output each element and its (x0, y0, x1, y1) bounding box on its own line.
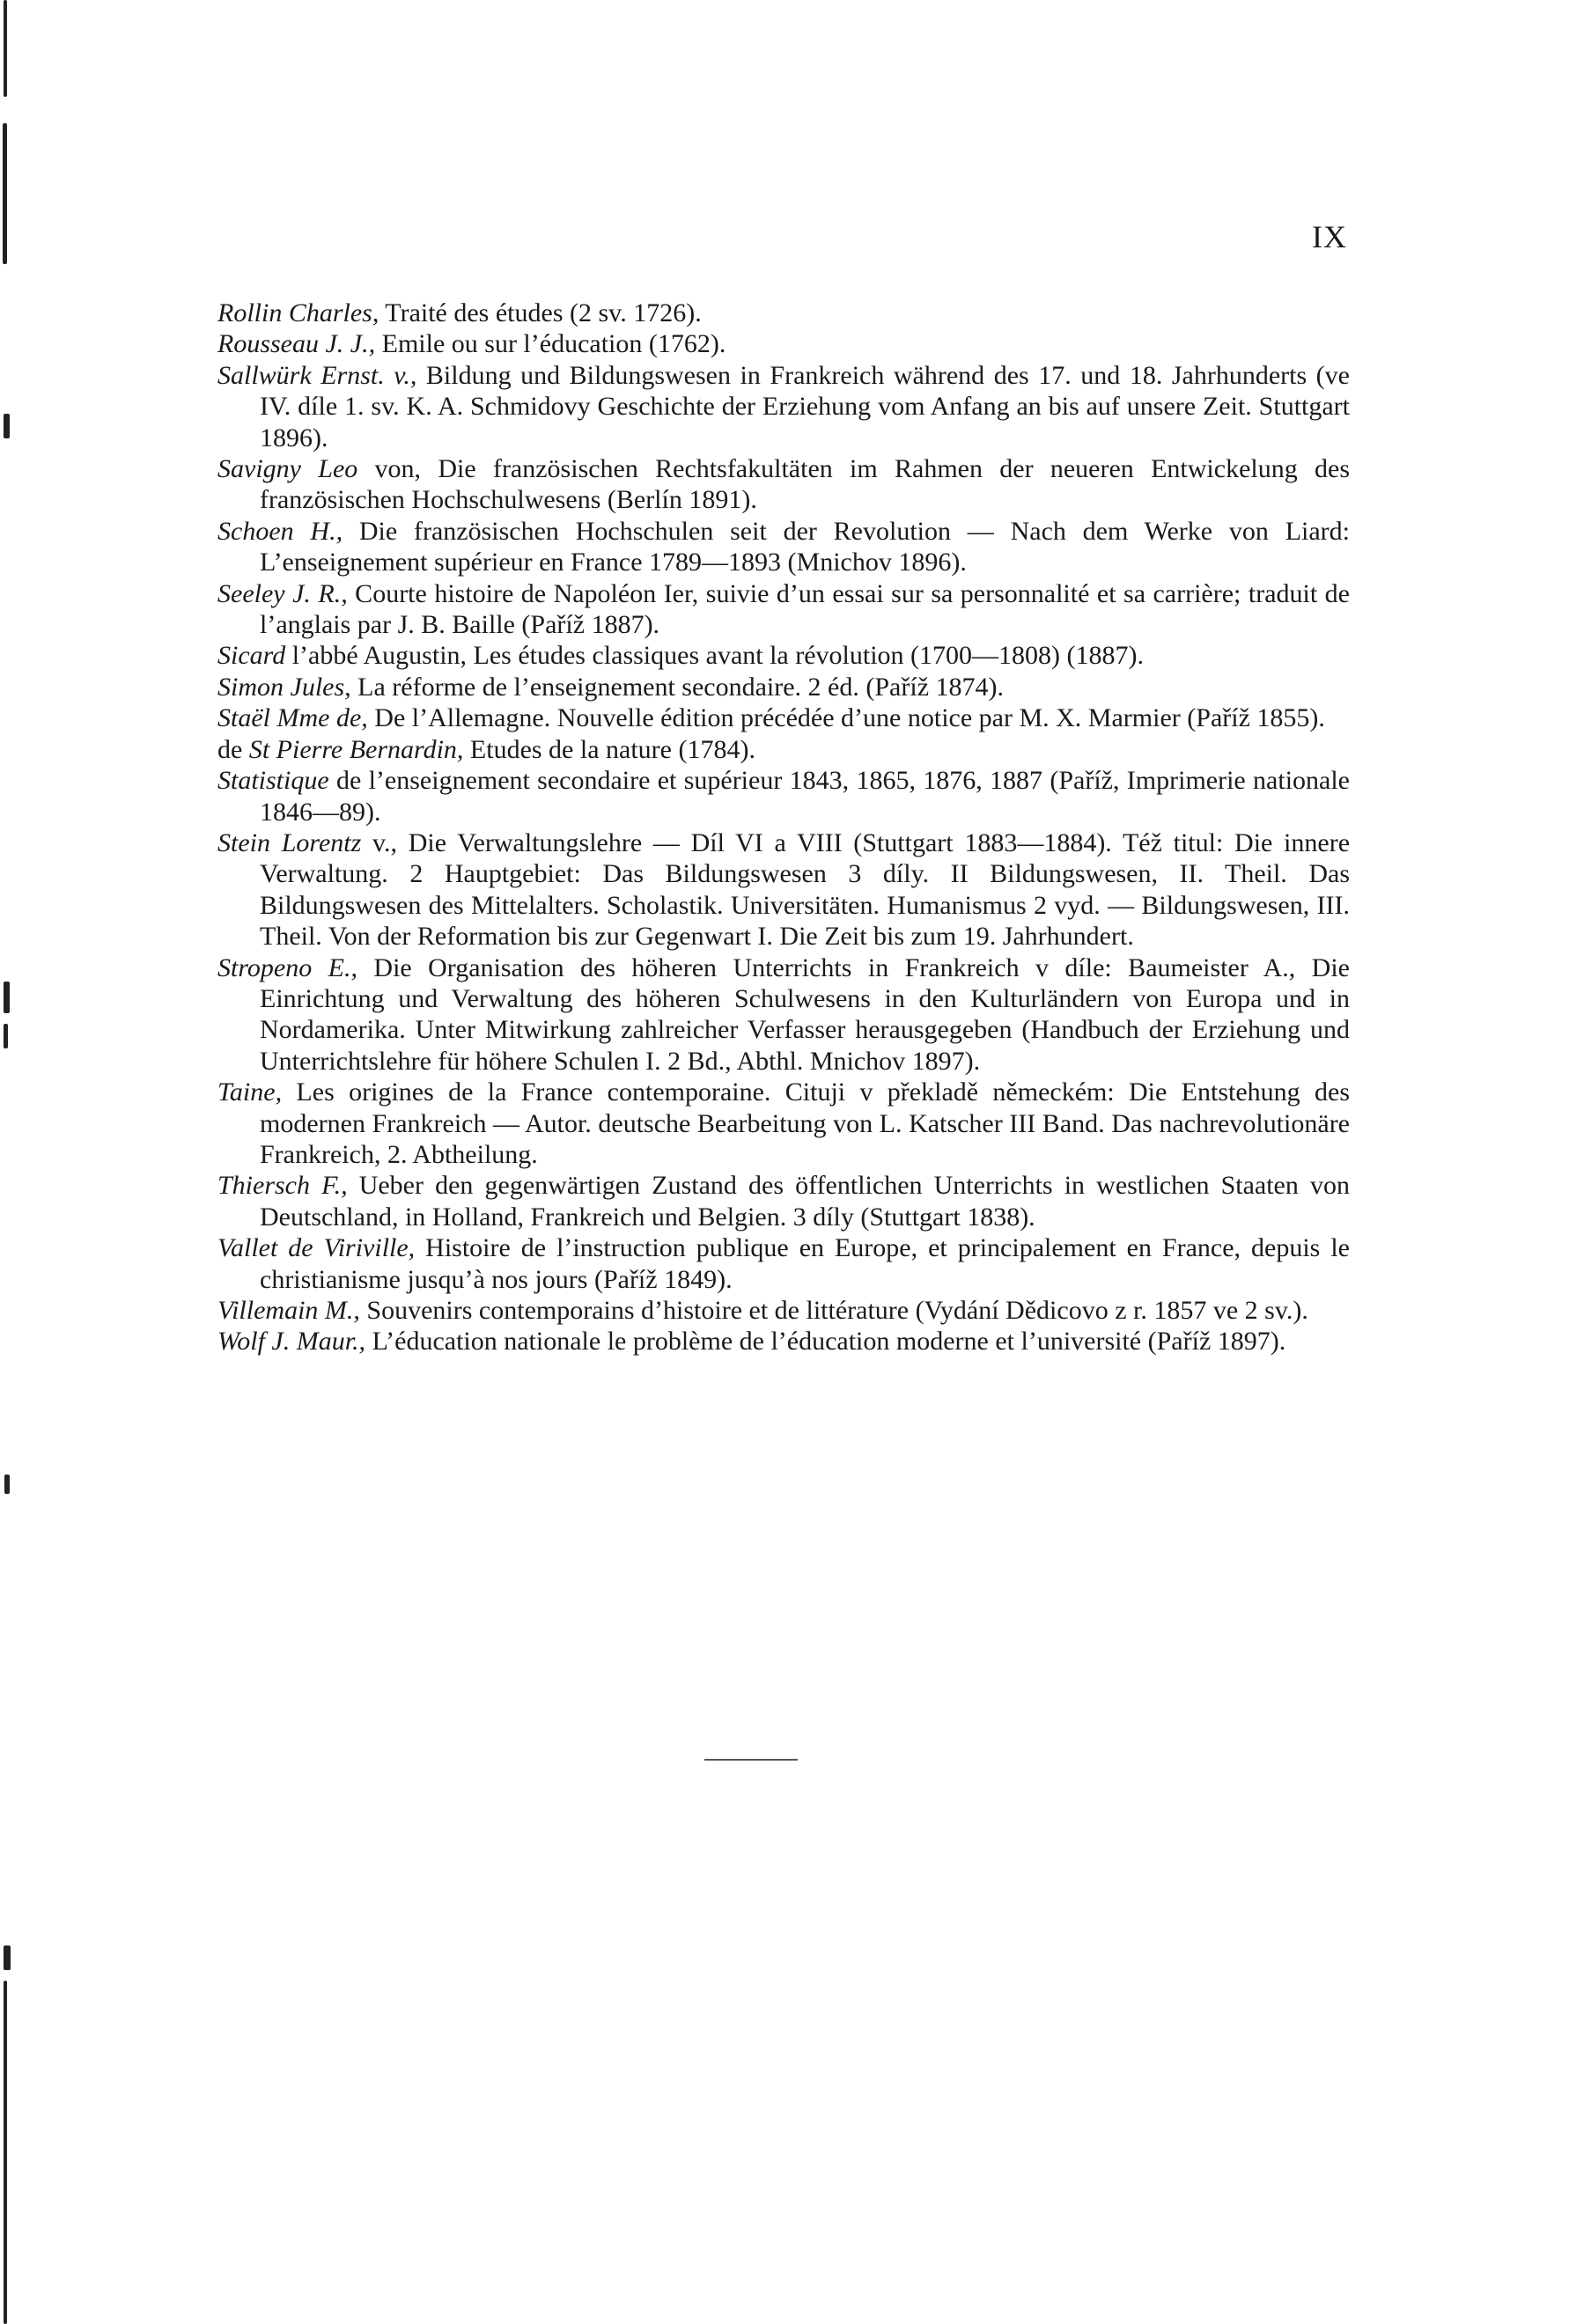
entry-text: Emile ou sur l’éducation (1762). (375, 329, 726, 359)
scan-mark (4, 1945, 11, 1970)
entry-text: Etudes de la nature (1784). (463, 734, 755, 764)
entry-text: Courte histoire de Napoléon Ier, suivie d’un essai sur sa personnalité et sa carrière; traduit de l’anglais par J. B. Baille (Paříž 1887). (260, 578, 1350, 640)
bibliography-entry (217, 516, 1350, 578)
entry-author: Rousseau J. J., (217, 329, 376, 359)
entry-text: De l’Allemagne. Nouvelle édition précédée d’une notice par M. X. Marmier (Paříž 1855). (367, 703, 1325, 733)
entry-text: Bildung und Bildungswesen in Frankreich während des 17. und 18. Jahrhunderts (ve IV. díle 1. sv. K. A. Schmidovy Geschichte der Erziehung vom Anfang an bis auf unsere Zeit. Stuttgart 1896). (260, 360, 1350, 452)
entry-prefix: de (217, 734, 249, 764)
entry-author: Simon Jules, (217, 672, 351, 702)
entry-text: von, Die französischen Rechtsfakultäten im Rahmen der neueren Entwickelung des französischen Hochschulwesens (Berlín 1891). (260, 454, 1351, 515)
entry-author: Wolf J. Maur., (217, 1327, 366, 1357)
entry-text: Histoire de l’instruction publique en Europe, et principalement en France, depuis le christianisme jusqu’à nos jours (Paříž 1849). (260, 1233, 1350, 1294)
entry-author: Seeley J. R., (217, 578, 348, 608)
entry-author: Statistique (217, 766, 329, 796)
entry-author: Vallet de Viriville, (217, 1233, 416, 1263)
bibliography-entry (217, 765, 1350, 827)
bibliography-entry (217, 328, 1350, 359)
entry-text: v., Die Verwaltungslehre — Díl VI a VIII (Stuttgart 1883—1884). Též titul: Die innere Verwaltung. 2 Hauptgebiet: Das Bildungswesen 3 díly. II Bildungswesen, II. Theil. Das Bildungswesen des Mittelalters. Scholastik. Universitäten. Humanismus 2 vyd. — Bildungswesen, III. Theil. Von der Reformation bis zur Gegenwart I. Die Zeit bis zum 19. Jahrhundert. (260, 827, 1351, 952)
entry-author: Schoen H., (217, 516, 343, 546)
bibliography-entry (217, 1232, 1350, 1295)
bibliography-entry (217, 1295, 1350, 1326)
bibliography-entry (217, 578, 1350, 641)
bibliography-list (217, 298, 1350, 1357)
bibliography-entry (217, 453, 1350, 516)
entry-text: L’éducation nationale le problème de l’éducation moderne et l’université (Paříž 1897). (365, 1327, 1286, 1357)
bibliography-entry (217, 1170, 1350, 1232)
scan-mark (4, 1981, 7, 2324)
entry-author: Savigny Leo (217, 454, 358, 484)
bibliography-entry (217, 672, 1350, 702)
bibliography-entry (217, 298, 1350, 328)
bibliography-entry (217, 640, 1350, 671)
scan-mark (4, 1475, 10, 1494)
entry-author: Thiersch F., (217, 1171, 348, 1201)
entry-text: de l’enseignement secondaire et supérieur 1843, 1865, 1876, 1887 (Paříž, Imprimerie nationale 1846—89). (260, 766, 1350, 827)
entry-text: Die Organisation des höheren Unterrichts in Frankreich v díle: Baumeister A., Die Einrichtung und Verwaltung des höheren Schulwesens in den Kulturländern von Europa und in Nordamerika. Unter Mitwirkung zahlreicher Verfasser herausgegeben (Handbuch der Erziehung und Unterrichtslehre für höhere Schulen I. 2 Bd., Abthl. Mnichov 1897). (260, 952, 1350, 1076)
entry-author: Sicard (217, 641, 286, 671)
entry-text: l’abbé Augustin, Les études classiques avant la révolution (1700—1808) (1887). (285, 641, 1145, 671)
entry-author: St Pierre Bernardin, (248, 734, 464, 764)
entry-text: Les origines de la France contemporaine. Cituji v překladě německém: Die Entstehung des modernen Frankreich — Autor. deutsche Bearbeitung von L. Katscher III Band. Das nachrevolutionäre Frankreich, 2. Abtheilung. (260, 1077, 1350, 1169)
scan-mark (3, 123, 7, 264)
bibliography-entry (217, 702, 1350, 733)
entry-author: Sallwürk Ernst. v., (217, 360, 417, 390)
bibliography-entry (217, 827, 1350, 952)
entry-author: Stein Lorentz (217, 827, 362, 857)
entry-text: Ueber den gegenwärtigen Zustand des öffentlichen Unterrichts in westlichen Staaten von Deutschland, in Holland, Frankreich und Belgien. 3 díly (Stuttgart 1838). (260, 1171, 1350, 1232)
bibliography-entry (217, 1077, 1350, 1170)
end-divider (704, 1759, 798, 1761)
entry-author: Staël Mme de, (217, 703, 368, 733)
entry-author: Stropeno E., (217, 952, 357, 982)
page-number: IX (1312, 219, 1347, 254)
scan-mark (4, 1024, 8, 1048)
scan-mark (4, 982, 10, 1013)
entry-author: Rollin Charles, (217, 298, 379, 327)
entry-author: Taine, (217, 1077, 283, 1107)
scan-edge (0, 0, 16, 2324)
bibliography-entry (217, 734, 1350, 765)
entry-author: Villemain M., (217, 1296, 360, 1325)
bibliography-entry (217, 952, 1350, 1077)
entry-text: Souvenirs contemporains d’histoire et de littérature (Vydání Dědicovo z r. 1857 ve 2 sv.). (359, 1296, 1308, 1325)
scan-mark (4, 0, 7, 97)
bibliography-entry (217, 360, 1350, 453)
entry-text: Die französischen Hochschulen seit der Revolution — Nach dem Werke von Liard: L’enseignement supérieur en France 1789—1893 (Mnichov 1896). (260, 516, 1350, 577)
entry-text: Traité des études (2 sv. 1726). (379, 298, 702, 327)
entry-text: La réforme de l’enseignement secondaire. 2 éd. (Paříž 1874). (350, 672, 1004, 702)
scan-mark (4, 414, 10, 438)
bibliography-entry (217, 1326, 1350, 1357)
